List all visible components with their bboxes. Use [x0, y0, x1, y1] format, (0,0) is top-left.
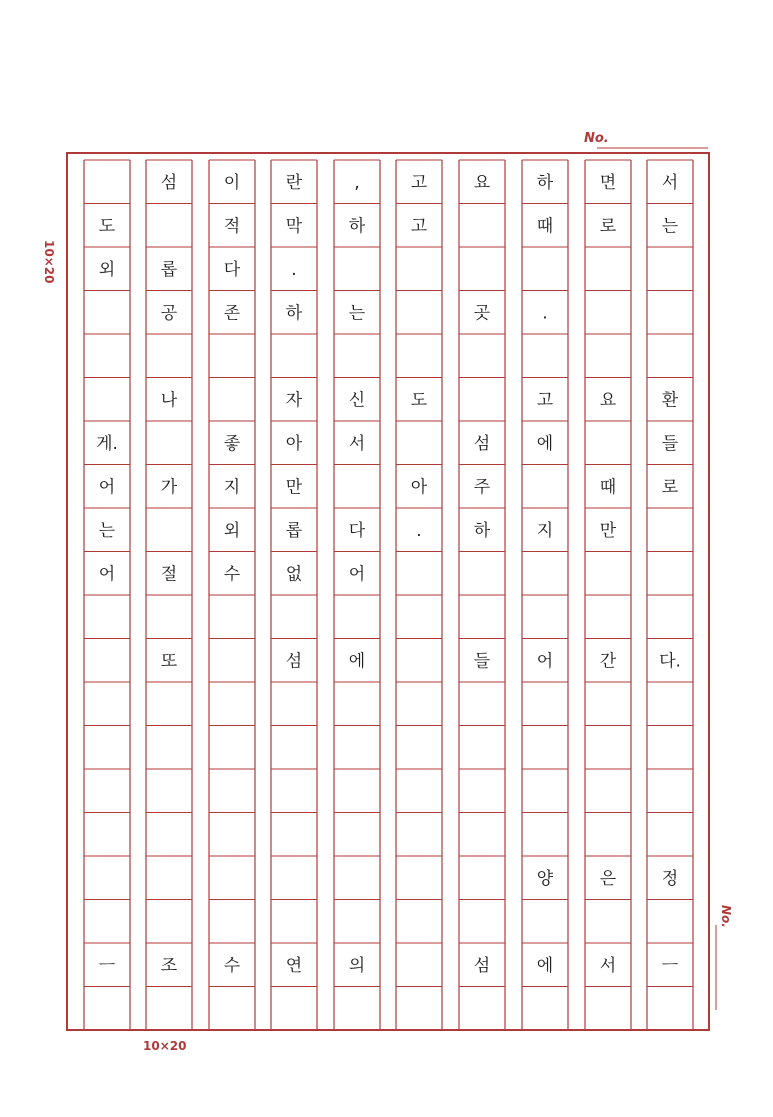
- grid-cell-character: 없: [285, 564, 303, 585]
- grid-cell-character: 하: [473, 520, 491, 541]
- grid-cell-character: 요: [599, 390, 617, 411]
- grid-cell-character: 막: [285, 216, 303, 237]
- grid-cell-character: 는: [98, 520, 116, 541]
- grid-cell-character: 들: [661, 433, 679, 454]
- grid-cell-character: 연: [285, 955, 303, 976]
- grid-cell-character: 도: [98, 216, 116, 237]
- side-format-label-text: 10×20: [42, 240, 56, 284]
- grid-cell-character: ,: [354, 172, 360, 193]
- grid-cell-character: 지: [223, 477, 241, 498]
- grid-cell-character: 들: [473, 651, 491, 672]
- grid-cell-character: 게.: [96, 433, 118, 454]
- grid-cell-character: 로: [599, 216, 617, 237]
- grid-cell-character: 섬: [285, 651, 303, 672]
- bottom-format-label: 10×20: [143, 1039, 187, 1053]
- grid-cell-character: 정: [661, 868, 679, 889]
- grid-cell-character: 어: [536, 651, 554, 672]
- grid-cell-character: 섬: [473, 433, 491, 454]
- grid-cell-character: 요: [473, 172, 491, 193]
- grid-cell-character: 절: [160, 564, 178, 585]
- grid-cell-character: 다: [348, 520, 366, 541]
- grid-cell-character: 로: [661, 477, 679, 498]
- grid-cell-character: 에: [536, 433, 554, 454]
- grid-cell-character: 고: [410, 216, 428, 237]
- grid-cell-character: 좋: [223, 433, 241, 454]
- grid-cell-character: 고: [536, 390, 554, 411]
- grid-cell-character: 조: [160, 955, 178, 976]
- grid-cell-character: 공: [160, 303, 178, 324]
- grid-cell-character: 에: [348, 651, 366, 672]
- grid-cell-character: 서: [599, 955, 617, 976]
- grid-cell-character: ㅡ: [661, 955, 679, 976]
- grid-cell-character: ㅡ: [98, 955, 116, 976]
- grid-cell-character: 도: [410, 390, 428, 411]
- grid-cell-character: 의: [348, 955, 366, 976]
- grid-cell-character: 서: [348, 433, 366, 454]
- grid-cell-character: 면: [599, 172, 617, 193]
- grid-cell-character: 란: [285, 172, 303, 193]
- grid-cell-character: 외: [98, 259, 116, 280]
- grid-cell-character: 존: [223, 303, 241, 324]
- grid-cell-character: 때: [599, 477, 617, 498]
- grid-cell-character: 나: [160, 390, 178, 411]
- grid-cell-character: 적: [223, 216, 241, 237]
- grid-cell-character: 가: [160, 477, 178, 498]
- grid-cell-character: 에: [536, 955, 554, 976]
- grid-cell-character: 는: [661, 216, 679, 237]
- grid-cell-character: 섬: [160, 172, 178, 193]
- grid-cell-character: 자: [285, 390, 303, 411]
- grid-cell-character: 이: [223, 172, 241, 193]
- grid-cell-character: 섬: [473, 955, 491, 976]
- grid-cell-character: 주: [473, 477, 491, 498]
- grid-cell-character: 아: [285, 433, 303, 454]
- grid-cell-character: 간: [599, 651, 617, 672]
- grid-cell-character: 지: [536, 520, 554, 541]
- grid-cell-character: 다: [223, 259, 241, 280]
- grid-cell-character: 양: [536, 868, 554, 889]
- grid-cell-character: 만: [285, 477, 303, 498]
- grid-cell-character: 신: [348, 390, 366, 411]
- grid-cell-character: 롭: [285, 520, 303, 541]
- grid-cell-character: 은: [599, 868, 617, 889]
- grid-cell-character: 수: [223, 955, 241, 976]
- page-number-label: No.: [584, 131, 609, 146]
- grid-cell-character: 고: [410, 172, 428, 193]
- grid-cell-character: 하: [536, 172, 554, 193]
- grid-cell-character: .: [291, 259, 297, 280]
- grid-cell-character: .: [542, 303, 548, 324]
- grid-cell-character: 아: [410, 477, 428, 498]
- grid-cell-character: 어: [98, 564, 116, 585]
- grid-cell-character: .: [416, 520, 422, 541]
- grid-cell-character: 하: [285, 303, 303, 324]
- grid-cell-character: 만: [599, 520, 617, 541]
- grid-cell-character: 때: [536, 216, 554, 237]
- grid-cell-character: 롭: [160, 259, 178, 280]
- grid-cell-character: 환: [661, 390, 679, 411]
- grid-cell-character: 어: [348, 564, 366, 585]
- side-page-number-label: No.: [719, 905, 733, 928]
- grid-cell-character: 서: [661, 172, 679, 193]
- grid-cell-character: 수: [223, 564, 241, 585]
- grid-cell-character: 는: [348, 303, 366, 324]
- grid-cell-character: 다.: [659, 651, 681, 672]
- side-format-label: [42, 240, 56, 283]
- grid-cell-character: 하: [348, 216, 366, 237]
- grid-cell-character: 외: [223, 520, 241, 541]
- side-page-number: [719, 905, 733, 928]
- grid-cell-character: 또: [160, 651, 178, 672]
- grid-cell-character: 곳: [473, 303, 491, 324]
- grid-cell-character: 어: [98, 477, 116, 498]
